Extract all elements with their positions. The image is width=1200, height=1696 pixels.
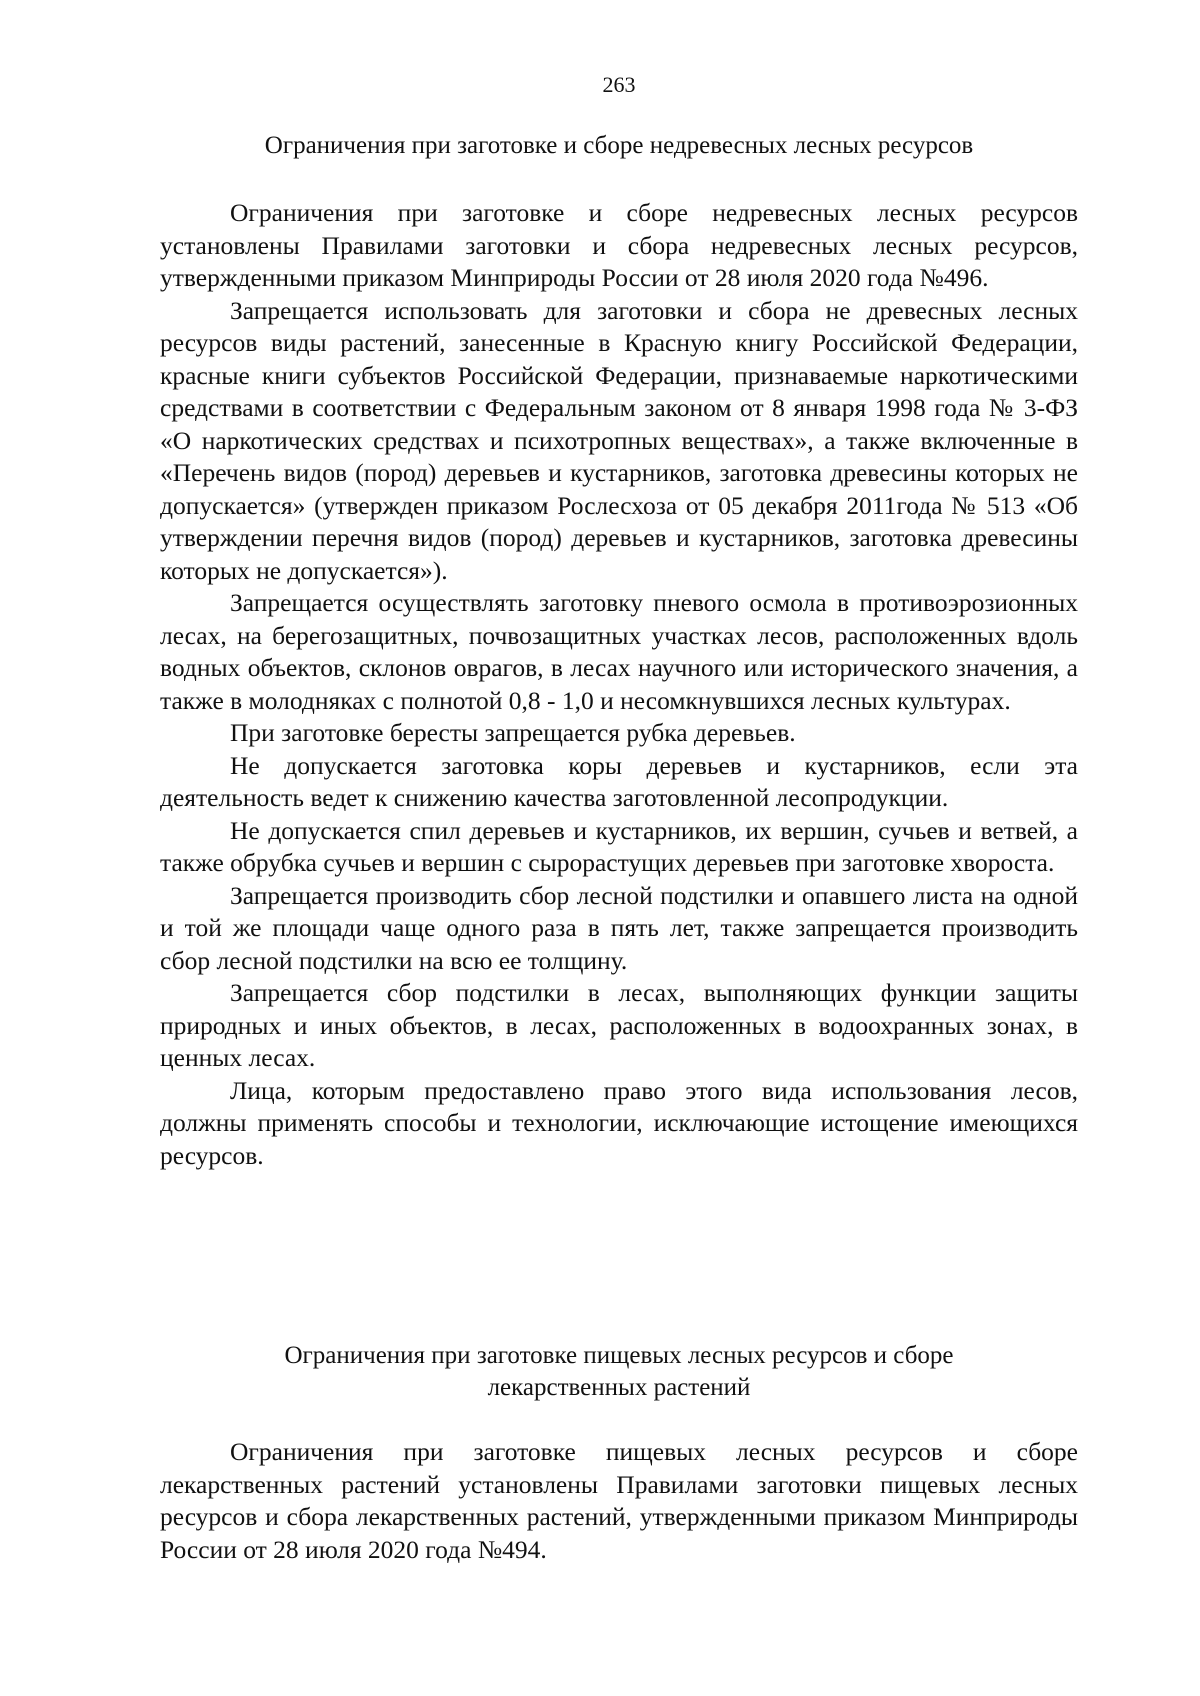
paragraph: При заготовке бересты запрещается рубка деревьев. (230, 718, 796, 747)
paragraph: Ограничения при заготовке пищевых лесных ресурсов и сборе лекарственных растений установлены Правилами заготовки пищевых лесных ресурсов и сбора лекарственных растений, утвержденными приказом Минприроды России от 28 июля 2020 года №494. (160, 1437, 1078, 1564)
section-body-food-resources (160, 1436, 1078, 1566)
section-title-food-resources: Ограничения при заготовке пищевых лесных ресурсов и сборе лекарственных растений (284, 1342, 954, 1401)
paragraph: Запрещается сбор подстилки в лесах, выполняющих функции защиты природных и иных объектов, в лесах, расположенных в водоохранных зонах, в ценных лесах. (160, 978, 1078, 1072)
section-title-nonwood-resources: Ограничения при заготовке и сборе недревесных лесных ресурсов (264, 132, 974, 159)
paragraph: Не допускается спил деревьев и кустарников, их вершин, сучьев и ветвей, а также обрубка сучьев и вершин с сырорастущих деревьев при заготовке хвороста. (160, 815, 1078, 877)
paragraph: Запрещается использовать для заготовки и сбора не древесных лесных ресурсов виды растений, занесенные в Красную книгу Российской Федерации, красные книги субъектов Российской Федерации, признаваемые наркотическими средствами в соответствии с Федеральным законом от 8 января 1998 года № 3-ФЗ «О наркотических средствах и психотропных веществах», а также включенные в «Перечень видов (пород) деревьев и кустарников, заготовка древесины которых не допускается» (утвержден приказом Рослесхоза от 05 декабря 2011года № 513 «Об утверждении перечня видов (пород) деревьев и кустарников, заготовка древесины которых не допускается»). (160, 295, 1078, 585)
paragraph: Запрещается производить сбор лесной подстилки и опавшего листа на одной и той же площади чаще одного раза в пять лет, также запрещается производить сбор лесной подстилки на всю ее толщину. (160, 880, 1078, 975)
paragraph: Не допускается заготовка коры деревьев и кустарников, если эта деятельность ведет к снижению качества заготовленной лесопродукции. (160, 750, 1078, 812)
paragraph: Запрещается осуществлять заготовку пневого осмола в противоэрозионных лесах, на берегозащитных, почвозащитных участках лесов, расположенных вдоль водных объектов, склонов оврагов, в лесах научного или исторического значения, а также в молодняках с полнотой 0,8 - 1,0 и несомкнувшихся лесных культурах. (160, 588, 1078, 715)
page-number: 263 (602, 72, 636, 97)
section-body-nonwood-resources (160, 197, 1078, 1172)
paragraph: Ограничения при заготовке и сборе недревесных лесных ресурсов установлены Правилами заготовки и сбора недревесных лесных ресурсов, утвержденными приказом Минприроды России от 28 июля 2020 года №496. (160, 198, 1078, 292)
document-page (160, 0, 1078, 1696)
paragraph: Лица, которым предоставлено право этого вида использования лесов, должны применять способы и технологии, исключающие истощение имеющихся ресурсов. (160, 1075, 1078, 1170)
